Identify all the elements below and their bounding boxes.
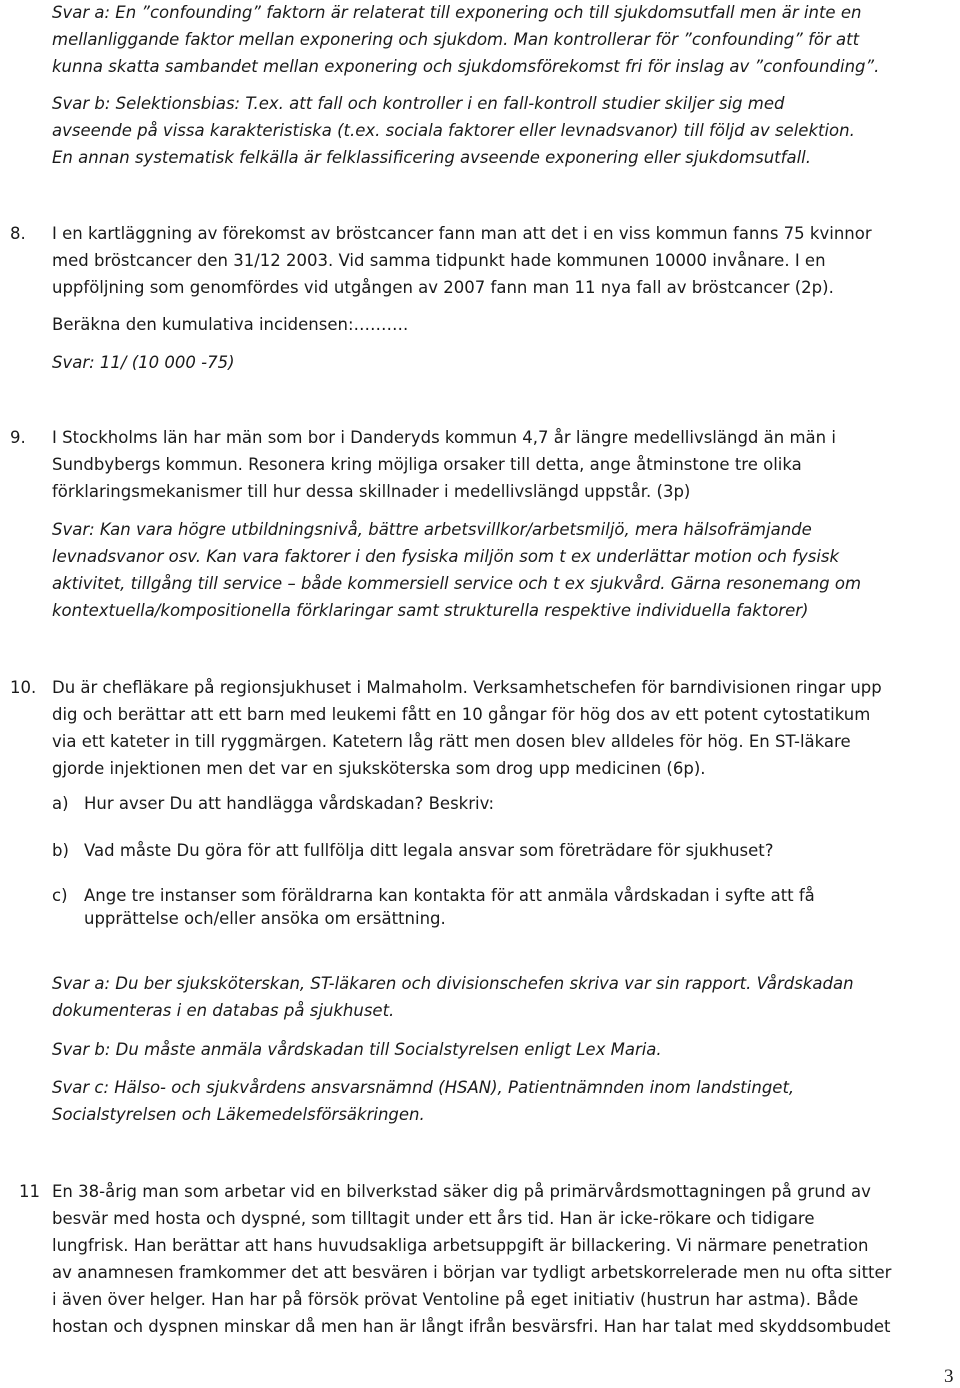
answer-b-line-1: Svar b: Selektionsbias: T.ex. att fall och kontroller i en fall-kontroll studier skiljer sig med bbox=[52, 94, 785, 113]
question-8-number: 8. bbox=[10, 224, 26, 243]
page-number: 3 bbox=[944, 1366, 954, 1387]
question-10-sub-c-label: c) bbox=[52, 886, 68, 905]
question-9-answer-line-3: aktivitet, tillgång till service – både kommersiell service och t ex sjukvård. Gärna resonemang om bbox=[52, 574, 862, 593]
question-10-line-2: dig och berättar att ett barn med leukemi fått en 10 gångar för hög dos av ett potent cytostatikum bbox=[52, 705, 871, 724]
question-11-line-3: lungfrisk. Han berättar att hans huvudsakliga arbetsuppgift är billackering. Vi närmare penetration bbox=[52, 1236, 869, 1255]
answer-a-line-3: kunna skatta sambandet mellan exponering och sjukdomsförekomst fri för inslag av ”confounding”. bbox=[52, 57, 880, 76]
question-9-number: 9. bbox=[10, 428, 26, 447]
question-11-line-2: besvär med hosta och dyspné, som tilltagit under ett års tid. Han är icke-rökare och tidigare bbox=[52, 1209, 815, 1228]
answer-b-line-3: En annan systematisk felkälla är felklassificering avseende exponering eller sjukdomsutfall. bbox=[52, 148, 811, 167]
question-11-line-1: En 38-årig man som arbetar vid en bilverkstad säker dig på primärvårdsmottagningen på grund av bbox=[52, 1182, 871, 1201]
answer-b-line-2: avseende på vissa karakteristiska (t.ex. sociala faktorer eller levnadsvanor) till följd av selektion. bbox=[52, 121, 855, 140]
question-8-line-2: med bröstcancer den 31/12 2003. Vid samma tidpunkt hade kommunen 10000 invånare. I en bbox=[52, 251, 826, 270]
question-10-line-4: gjorde injektionen men det var en sjuksköterska som drog upp medicinen (6p). bbox=[52, 759, 706, 778]
question-10-answer-a-line-1: Svar a: Du ber sjuksköterskan, ST-läkaren och divisionschefen skriva var sin rapport. Vårdskadan bbox=[52, 974, 854, 993]
question-11-line-6: hostan och dyspnen minskar då men han är långt ifrån besvärsfri. Han har talat med skyddsombudet bbox=[52, 1317, 891, 1336]
question-11-number: 11 bbox=[19, 1182, 40, 1201]
question-8-line-3: uppföljning som genomfördes vid utgången av 2007 fann man 11 nya fall av bröstcancer (2p). bbox=[52, 278, 834, 297]
question-10-answer-c-line-2: Socialstyrelsen och Läkemedelsförsäkringen. bbox=[52, 1105, 425, 1124]
question-10-sub-b-label: b) bbox=[52, 841, 69, 860]
question-10-sub-a: Hur avser Du att handlägga vårdskadan? Beskriv: bbox=[84, 794, 495, 813]
question-9-answer-line-2: levnadsvanor osv. Kan vara faktorer i den fysiska miljön som t ex underlättar motion och fysisk bbox=[52, 547, 840, 566]
question-8-task: Beräkna den kumulativa incidensen:………. bbox=[52, 315, 409, 334]
question-10-line-3: via ett kateter in till ryggmärgen. Katetern låg rätt men dosen blev alldeles för hög. En ST-läkare bbox=[52, 732, 851, 751]
answer-a-line-2: mellanliggande faktor mellan exponering och sjukdom. Man kontrollerar för ”confounding” för att bbox=[52, 30, 860, 49]
question-8-answer: Svar: 11/ (10 000 -75) bbox=[52, 353, 235, 372]
answer-a-line-1: Svar a: En ”confounding” faktorn är relaterat till exponering och till sjukdomsutfall men är inte en bbox=[52, 3, 862, 22]
question-10-answer-b: Svar b: Du måste anmäla vårdskadan till Socialstyrelsen enligt Lex Maria. bbox=[52, 1040, 662, 1059]
question-9-line-1: I Stockholms län har män som bor i Danderyds kommun 4,7 år längre medellivslängd än män i bbox=[52, 428, 836, 447]
question-11-line-4: av anamnesen framkommer det att besvären i början var tydligt arbetskorrelerade men nu ofta sitter bbox=[52, 1263, 892, 1282]
question-11-line-5: i även över helger. Han har på försök prövat Ventoline på eget initiativ (hustrun har astma). Både bbox=[52, 1290, 859, 1309]
question-10-number: 10. bbox=[10, 678, 37, 697]
question-8-line-1: I en kartläggning av förekomst av bröstcancer fann man att det i en viss kommun fanns 75 kvinnor bbox=[52, 224, 872, 243]
question-10-sub-c-line-2: upprättelse och/eller ansöka om ersättning. bbox=[84, 909, 446, 928]
question-9-answer-line-1: Svar: Kan vara högre utbildningsnivå, bättre arbetsvillkor/arbetsmiljö, mera hälsofrämjande bbox=[52, 520, 812, 539]
question-10-sub-c-line-1: Ange tre instanser som föräldrarna kan kontakta för att anmäla vårdskadan i syfte att få bbox=[84, 886, 815, 905]
question-9-line-2: Sundbybergs kommun. Resonera kring möjliga orsaker till detta, ange åtminstone tre olika bbox=[52, 455, 802, 474]
question-10-line-1: Du är chefläkare på regionsjukhuset i Malmaholm. Verksamhetschefen för barndivisionen ringar upp bbox=[52, 678, 882, 697]
question-10-answer-a-line-2: dokumenteras i en databas på sjukhuset. bbox=[52, 1001, 395, 1020]
question-10-sub-a-label: a) bbox=[52, 794, 69, 813]
question-9-answer-line-4: kontextuella/kompositionella förklaringar samt strukturella respektive individuella faktorer) bbox=[52, 601, 809, 620]
question-9-line-3: förklaringsmekanismer till hur dessa skillnader i medellivslängd uppstår. (3p) bbox=[52, 482, 691, 501]
question-10-sub-b: Vad måste Du göra för att fullfölja ditt legala ansvar som företrädare för sjukhuset? bbox=[84, 841, 774, 860]
question-10-answer-c-line-1: Svar c: Hälso- och sjukvårdens ansvarsnämnd (HSAN), Patientnämnden inom landstinget, bbox=[52, 1078, 795, 1097]
